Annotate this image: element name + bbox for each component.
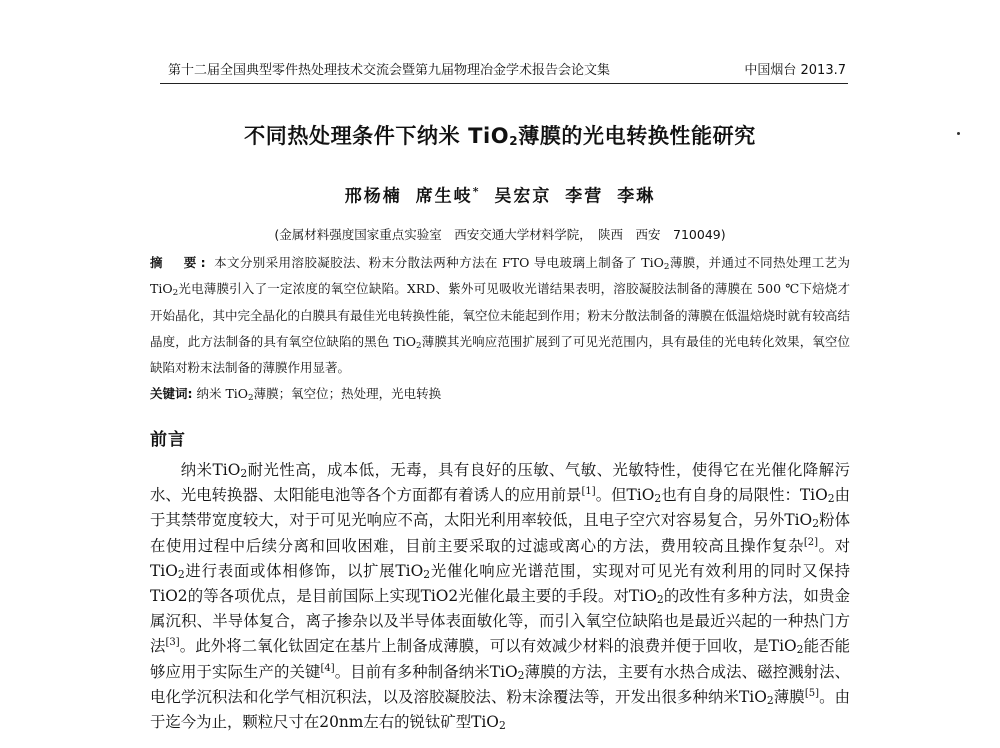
citation: [1] xyxy=(581,486,596,498)
abstract-text: 本文分别采用溶胶凝胶法、粉末分散法两种方法在 FTO 导电玻璃上制备了 TiO xyxy=(214,255,664,270)
body-text: 。对TiO xyxy=(150,536,850,580)
body-text: 薄膜 xyxy=(773,687,805,706)
abstract-label: 摘 要: xyxy=(150,255,210,270)
citation: [4] xyxy=(320,662,335,674)
body-text: 纳米TiO xyxy=(180,461,241,479)
subscript: 2 xyxy=(827,492,835,506)
citation: [5] xyxy=(804,687,819,699)
body-text: 薄膜的方法，主要有水热合成法、磁控溅射法、电化学沉积法和化学气相沉积法，以及溶胶凝胶法、粉末涂覆法等，开发出很多种纳米TiO xyxy=(150,662,850,706)
body-text: 。但TiO xyxy=(595,486,655,505)
subscript: 2 xyxy=(240,467,248,480)
body-text: 进行表面或体相修饰，以扩展TiO xyxy=(184,561,424,580)
subscript: 2 xyxy=(796,643,804,657)
section-heading-introduction: 前言 xyxy=(150,430,186,450)
author: 席生岐 xyxy=(415,186,473,207)
running-header xyxy=(160,62,848,80)
subscript: 2 xyxy=(416,340,422,351)
abstract xyxy=(150,250,850,381)
title-part: 薄膜的光电转换性能研究 xyxy=(518,124,756,148)
subscript: 2 xyxy=(654,492,662,506)
body-text: 。此外将二氧化钛固定在基片上制备成薄膜，可以有效减少材料的浪费并便于回收，是TiO xyxy=(179,637,797,656)
keywords-label: 关键词: xyxy=(150,386,193,401)
body-text: 的改性有多种方法，如贵金属沉积、半导体复合，离子掺杂以及半导体表面敏化等，而引入氧空位缺陷也是最近兴起的一种热门方法 xyxy=(150,587,850,656)
author: 邢杨楠 xyxy=(344,186,402,207)
title-part: 不同热处理条件下纳米 TiO xyxy=(244,124,510,148)
subscript: 2 xyxy=(248,393,254,403)
author: 吴宏京 李营 李琳 xyxy=(494,186,656,207)
body-text: 由于其禁带宽度较大，对于可见光响应不高，太阳光利用率较低，且电子空穴对容易复合，另外TiO xyxy=(150,486,850,530)
subscript: 2 xyxy=(812,517,820,531)
keyword-text: 薄膜；氧空位；热处理，光电转换 xyxy=(253,386,442,401)
subscript: 2 xyxy=(656,593,664,607)
location-date: 中国烟台 2013.7 xyxy=(744,63,846,78)
subscript: 2 xyxy=(498,719,506,733)
body-text: 粉体在使用过程中后续分离和回收困难，目前主要采取的过滤或离心的方法，费用较高且操作复杂 xyxy=(150,511,850,555)
body-text: 也有自身的局限性：TiO xyxy=(661,486,828,505)
title-subscript: 2 xyxy=(509,134,519,148)
body-text: 光催化响应光谱范围，实现对可见光有效利用的同时又保持TiO2的等各项优点，是目前国际上实现TiO2光催化最主要的手段。对TiO xyxy=(150,561,850,606)
introduction-paragraph xyxy=(150,458,850,735)
body-text: 耐光性高，成本低，无毒，具有良好的压敏、气敏、光敏特性，使得它在光催化降解污水、光电转换器、太阳能电池等各个方面都有着诱人的应用前景 xyxy=(150,461,850,505)
citation: [2] xyxy=(803,536,819,548)
affiliation: (金属材料强度国家重点实验室 西安交通大学材料学院， 陕西 西安 710049) xyxy=(274,227,726,242)
abstract-text: 光电薄膜引入了一定浓度的氧空位缺陷。XRD、紫外可见吸收光谱结果表明，溶胶凝胶法制备的薄膜在 500 ℃下焙烧才开始晶化，其中完全晶化的白膜具有最佳光电转换性能，氧空位未能起到作用；粉末分散法制备的薄膜在低温焙烧时就有较高结晶度，此方法制备的具有氧空位缺陷的黑色 TiO xyxy=(150,281,851,349)
corresponding-author-mark: * xyxy=(472,185,481,198)
body-text: 。目前有多种制备纳米TiO xyxy=(334,662,518,681)
subscript: 2 xyxy=(177,567,185,581)
subscript: 2 xyxy=(663,262,670,272)
header-rule xyxy=(160,83,848,84)
keyword-text: 纳米 TiO xyxy=(196,386,249,401)
keywords xyxy=(150,381,850,407)
subscript: 2 xyxy=(766,693,774,707)
subscript: 2 xyxy=(423,567,431,581)
subscript: 2 xyxy=(172,288,179,299)
citation: [3] xyxy=(165,637,180,649)
body-text: 能否能够应用于实际生产的关键 xyxy=(150,637,850,681)
paper-title xyxy=(0,120,1000,157)
abstract-text: 薄膜，并通过不同热处理工艺为 TiO xyxy=(150,255,850,297)
subscript: 2 xyxy=(517,668,525,682)
conference-name: 第十二届全国典型零件热处理技术交流会暨第九届物理冶金学术报告会论文集 xyxy=(168,63,611,78)
body-text: 。由于迄今为止，颗粒尺寸在20nm左右的锐钛矿型TiO xyxy=(150,687,850,732)
abstract-text: 薄膜其光响应范围扩展到了可见光范围内，具有最佳的光电转化效果，氧空位缺陷对粉末法制备的薄膜作用显著。 xyxy=(150,333,850,376)
author-list xyxy=(0,178,1000,211)
